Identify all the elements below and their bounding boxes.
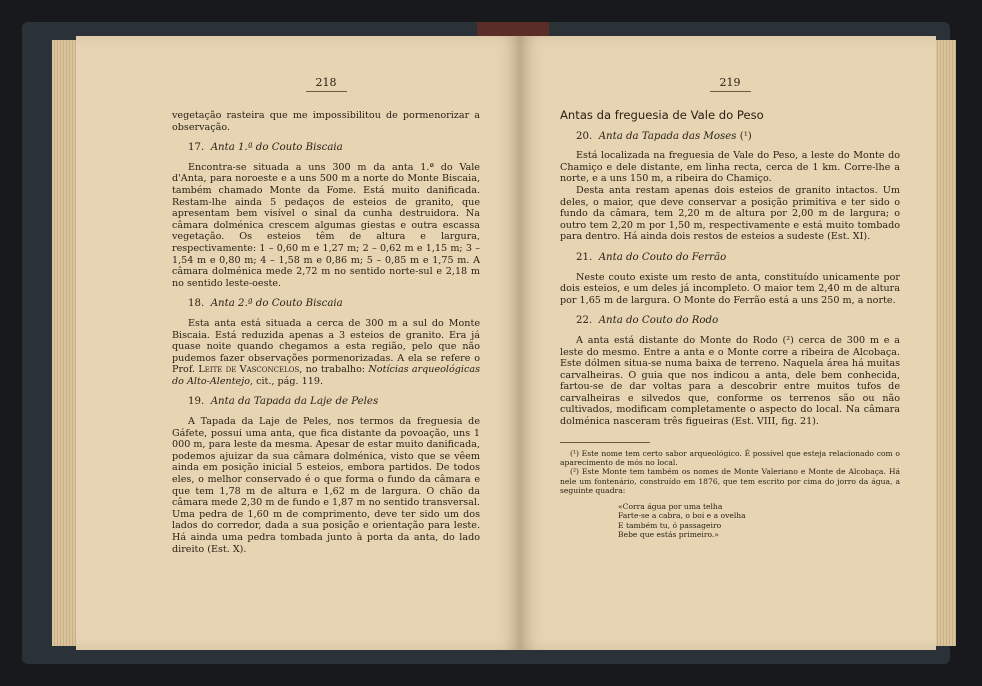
entry-heading: 22. Anta do Couto do Rodo	[576, 315, 719, 327]
paragraph: A Tapada da Laje de Peles, nos termos da freguesia de Gáfete, possui uma anta, que fica distante da povoação, uns 1 000 m, para leste da mesma. Apesar de estar muito danificada, podemos ajuizar da sua câmara dolménica, visto que se vêem ainda em posição inicial 5 esteios, embora partidos. De todos eles, o melhor conservado é o que forma o fundo da câmara e que tem 1,78 m de altura e 1,62 m de largura. O chão da câmara mede 2,30 m de fundo e 1,87 m no sentido transversal. Uma pedra de 1,60 m de comprimento, deve ter sido um dos lados do corredor, dada a sua posição e orientação para leste. Há ainda uma pedra tombada junto à porta da anta, do lado direito (Est. X).	[172, 416, 480, 555]
paragraph: vegetação rasteira que me impossibilitou de pormenorizar a observação.	[172, 110, 480, 133]
footnote: (²) Este Monte tem também os nomes de Monte Valeriano e Monte de Alcobaça. Há nele um fontenário, construído em 1876, que tem escrito por cima do jorro da água, a seguinte quadra:	[560, 467, 900, 496]
paragraph: Está localizada na freguesia de Vale do Peso, a leste do Monte do Chamiço e dele distante, em linha recta, cerca de 1 km. Corre-lhe a norte, e a uns 150 m, a ribeira do Chamiço.	[560, 150, 900, 185]
paragraph: Esta anta está situada a cerca de 300 m a sul do Monte Biscaia. Está reduzida apenas a 3 esteios de granito. Era já quase noite quando chegamos a esta região, pelo que não pudemos fazer observações pormenorizadas. A ela se refere o Prof. Leite de Vasconcelos, no trabalho: Notícias arqueológicas do Alto-Alentejo, cit., pág. 119.	[172, 317, 481, 387]
verse-quatrain	[618, 502, 900, 540]
footnote-divider	[560, 442, 650, 443]
entry-heading: 17. Anta 1.ª do Couto Biscaia	[188, 142, 343, 154]
paragraph: Encontra-se situada a uns 300 m da anta 1.ª do Vale d'Anta, para noroeste e a uns 500 m a norte do Monte Biscaia, também chamado Monte da Fome. Está muito danificada. Restam-lhe ainda 5 pedaços de esteios de granito, que apresentam bem visível o sinal da cunha destruidora. Na câmara dolménica crescem algumas giestas e outra escassa vegetação. Os esteios têm de altura e largura, respectivamente: 1 – 0,60 m e 1,27 m; 2 – 0,62 m e 1,15 m; 3 – 1,54 m e 0,80 m; 4 – 1,58 m e 0,86 m; 5 – 0,85 m e 1,75 m. A câmara dolménica mede 2,72 m no sentido norte-sul e 2,18 m no sentido leste-oeste.	[172, 161, 480, 289]
page-number: 218	[172, 76, 480, 92]
right-page-stack	[934, 40, 956, 646]
entry-heading: 20. Anta da Tapada das Moses (¹)	[576, 130, 752, 142]
footnote: (¹) Este nome tem certo sabor arqueológico. É possível que esteja relacionado com o aparecimento de mós no local.	[560, 448, 900, 468]
entry-heading: 18. Anta 2.ª do Couto Biscaia	[188, 298, 343, 310]
verse-line: E também tu, ó passageiro	[618, 520, 722, 530]
page-number: 219	[560, 76, 900, 92]
verse-line: «Corra água por uma telha	[618, 501, 723, 511]
verse-line: Bebe que estás primeiro.»	[618, 530, 719, 540]
open-book	[22, 22, 950, 664]
paragraph: A anta está distante do Monte do Rodo (²) cerca de 300 m e a leste do mesmo. Entre a anta e o Monte corre a ribeira de Alcobaça. Este dólmen situa-se numa baixa de terreno. Naquela área há muitas carvalheiras. O guia que nos indicou a anta, dele bem conhecida, fartou-se de dar voltas para a descobrir entre muitos tufos de carvalheiras e silvedos que, conforme os terrenos são ou não cultivados, modificam completamente o aspecto do local. Na câmara dolménica nasceram três figueiras (Est. VIII, fig. 21).	[560, 334, 900, 428]
verse-line: Farte-se a cabra, o boi e a ovelha	[618, 511, 746, 521]
left-page	[76, 36, 520, 650]
paragraph: Neste couto existe um resto de anta, constituído unicamente por dois esteios, e um deles já incompleto. O maior tem 2,40 m de altura por 1,65 m de largura. O Monte do Ferrão está a uns 250 m, a norte.	[560, 271, 900, 306]
right-page	[520, 36, 936, 650]
left-page-stack	[52, 40, 78, 646]
section-title: Antas da freguesia de Vale do Peso	[560, 108, 764, 122]
entry-heading: 21. Anta do Couto do Ferrão	[576, 251, 727, 263]
paragraph: Desta anta restam apenas dois esteios de granito intactos. Um deles, o maior, que deve conservar a posição primitiva e ter sido o fundo da câmara, tem 2,20 m de altura por 2,00 m de largura; o outro tem 2,20 m por 1,50 m, respectivamente e está muito tombado para dentro. Há ainda dois restos de esteios a sudeste (Est. XI).	[560, 184, 900, 243]
entry-heading: 19. Anta da Tapada da Laje de Peles	[188, 396, 379, 408]
